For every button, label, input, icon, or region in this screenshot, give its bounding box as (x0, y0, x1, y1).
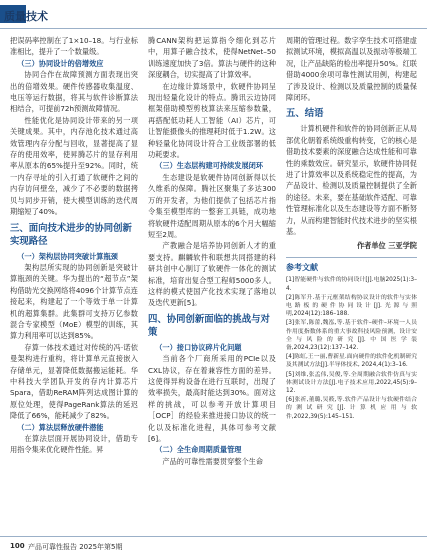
page-footer (0, 536, 427, 558)
reference-item: [2]陈军升.基于元框架结构协议设计的软件与实体电路板的硬件协同设计[J].光源与照明,2024(12):186–188. (286, 294, 417, 318)
publication-name: 产品可靠性报告 2025年第5期 (28, 543, 123, 551)
references-title: 参考文献 (286, 262, 318, 272)
header-rule (0, 28, 427, 29)
body-paragraph: 性能优化是协同设计带来的另一项关键成果。其中，内存池化技术通过高效管理内存分配与回收，显著提高了显存的使用效率，使昇腾芯片的显存利用率从原本的65%提升至92%。同时，统一内存寻址的引入打通了软硬件之间的内存访问壁垒，减少了不必要的数据拷贝与同步开销，使大模型训练的迭代周期缩短了40%。 (10, 115, 138, 217)
reference-item: [1]智能硬件与软件的协同设计[J].电脑2025(1):3–4. (286, 277, 417, 292)
body-paragraph: 生态建设是软硬件协同创新得以长久维系的保障。腾社区聚集了多达300万的开发者，为他们提供了包括芯片指令集至模型库的一整套工具链，成功地将软硬件适配周期从原本的6个月大幅缩短至2周。 (148, 172, 276, 239)
body-paragraph: 产品的可靠性需要贯穿整个生命 (162, 456, 264, 466)
column-3-body (286, 35, 417, 251)
body-paragraph: 架构层所实现的协同创新是突破计算瓶颈的关键。华为提出的“超节点”架构借助光交换网络将4096个计算节点连接起来，构建起了一个等效于单一计算机的超算集群。此集群可支持万亿参数混合专家模型（MoE）模型的训练，其算力利用率可以达到85%。 (10, 262, 138, 341)
subsection-heading: （三）协同设计的倍增效应 (17, 58, 104, 68)
body-paragraph: 当前各个厂商所采用的PCIe以及CXL协议，存在着兼容性方面的差异。这使得异构设备在进行互联时，出现了效率损失，最高时能达到30%。面对这样的挑战，可以参考开放计算项目［OCP］的经验来推进接口协议的统一化以及标准化进程，具体可参考文献[6]。 (148, 354, 276, 443)
column-1 (10, 35, 138, 528)
footer-rule (0, 536, 427, 537)
section-heading: 三、面向技术进步的协同创新实现路径 (10, 222, 132, 247)
body-paragraph: 把误码率控制在了1×10–18。与行业标准相比，提升了一个数量级。 (10, 36, 138, 57)
section-heading: 五、结语 (286, 108, 324, 120)
column-3 (286, 35, 417, 528)
body-paragraph: 存算一体技术通过对传统的冯·诺依曼架构进行重构，将计算单元直接嵌入存储单元，显著降低数据搬运能耗。华中科技大学团队开发的存内计算芯片Spara，借助ReRAM阵列达成图计算的原位处理，使得PageRank算法的延迟降低了66%，能耗减少了82%。 (10, 342, 138, 421)
body-paragraph: 周期的管理过程。数字孪生技术可搭建虚拟测试环境，模拟高温以及振动等极端工况，让产品缺陷的检出率提升50%。红联借助4000余项可靠性测试用例，构建起了涉及设计、检测以及质量控制的质量保障闭环。 (286, 36, 417, 103)
references-list (286, 276, 417, 420)
subsection-heading: （一）架构层协同突破计算瓶颈 (17, 251, 118, 261)
subsection-heading: （一）接口协议碎片化问题 (155, 342, 242, 352)
reference-item: [3]张军,陈蕾,魏泓,等.基于软件–硬件–环境一人员作用度指数体系的重大事故科技风险预测，设计安全与风险的研究[J].中国医学装备,2024,23(12):137–142. (286, 320, 417, 351)
section-heading: 四、协同创新面临的挑战与对策 (148, 313, 270, 338)
body-paragraph: 在算法层面开展协同设计，借助专用指令集来优化硬件性能。昇 (10, 434, 138, 455)
body-paragraph: 计算机硬件和软件的协同创新正从局部优化朝着系统级重构转变，它的核心是借助技术要素的深度融合达成性能和可靠性的乘数效应。研究显示，软硬件协同促进了计算效率以及系统稳定性的提高，为产品设计、检测以及质量控制提供了全新的途径。未来，要在基础软件适配、可靠性管理标准化以及生态建设等方面不断努力，从而构建智能时代技术进步的坚实根基。 (286, 124, 417, 237)
subsection-heading: （二）算法层释放硬件潜能 (17, 422, 104, 432)
references-block (286, 257, 417, 421)
section-title: 质量技术 (4, 10, 48, 23)
reference-item: [4]陈虹,王一丽,曹新星.面向硬件的软件化机制研究及其测试方法[J].半导体技术, 2024,4(1):3–16. (286, 354, 417, 369)
body-paragraph: 协同合作在故障预测方面表现出突出的倍增效果。硬件传感器收集温度、电压等运行数据，将其与软件诊断算法相结合，可提前72h预测故障情况。 (10, 70, 138, 114)
page-header (0, 0, 427, 28)
page-number: 100 (10, 542, 25, 550)
body-paragraph: 产教融合是培养协同创新人才的重要支持。麒麟软件和联想共同搭建的科研共创中心制订了软硬件一体化的测试标准，培育出复合型工程师5000多人。这样的模式使国产化技术实现了落地以及迭代更新[5]。 (148, 241, 276, 308)
reference-item: [6]张祈,董璐,吴筱,等.软件产品设计与软硬件结合的测试研究[J].计算机应用与软件,2022,39(5):145–151. (286, 397, 417, 420)
body-paragraph: 腾CANN架构把运算指令细化到芯片中，用算子融合技术，使得NetNet–50训练速度加快了3倍。算法与硬件的这种深度耦合，切实提高了计算效率。 (148, 36, 276, 80)
subsection-heading: （二）全生命周期质量管理 (155, 445, 242, 455)
subsection-heading: （三）生态层构建可持续发展闭环 (155, 161, 264, 171)
author-affiliation: 作者单位 三亚学院 (356, 240, 417, 250)
body-paragraph: 在边缘计算场景中，软硬件协同呈现出轻量化设计的特点。腾讯云边协同框架借助模型剪枝算法来压缩参数量，再搭配低功耗人工智能（AI）芯片，可让智能摄像头的推理耗时低于1.2W。这种轻量化协同设计符合工业级部署的低功耗要求。 (148, 81, 276, 160)
reference-item: [5]刘维,张孟伟,吴俊,等.全周期融合软件仿真与实体测试设计方法[J].电子技术应用,2022,45(5):9–12. (286, 371, 417, 394)
column-2 (148, 35, 276, 528)
